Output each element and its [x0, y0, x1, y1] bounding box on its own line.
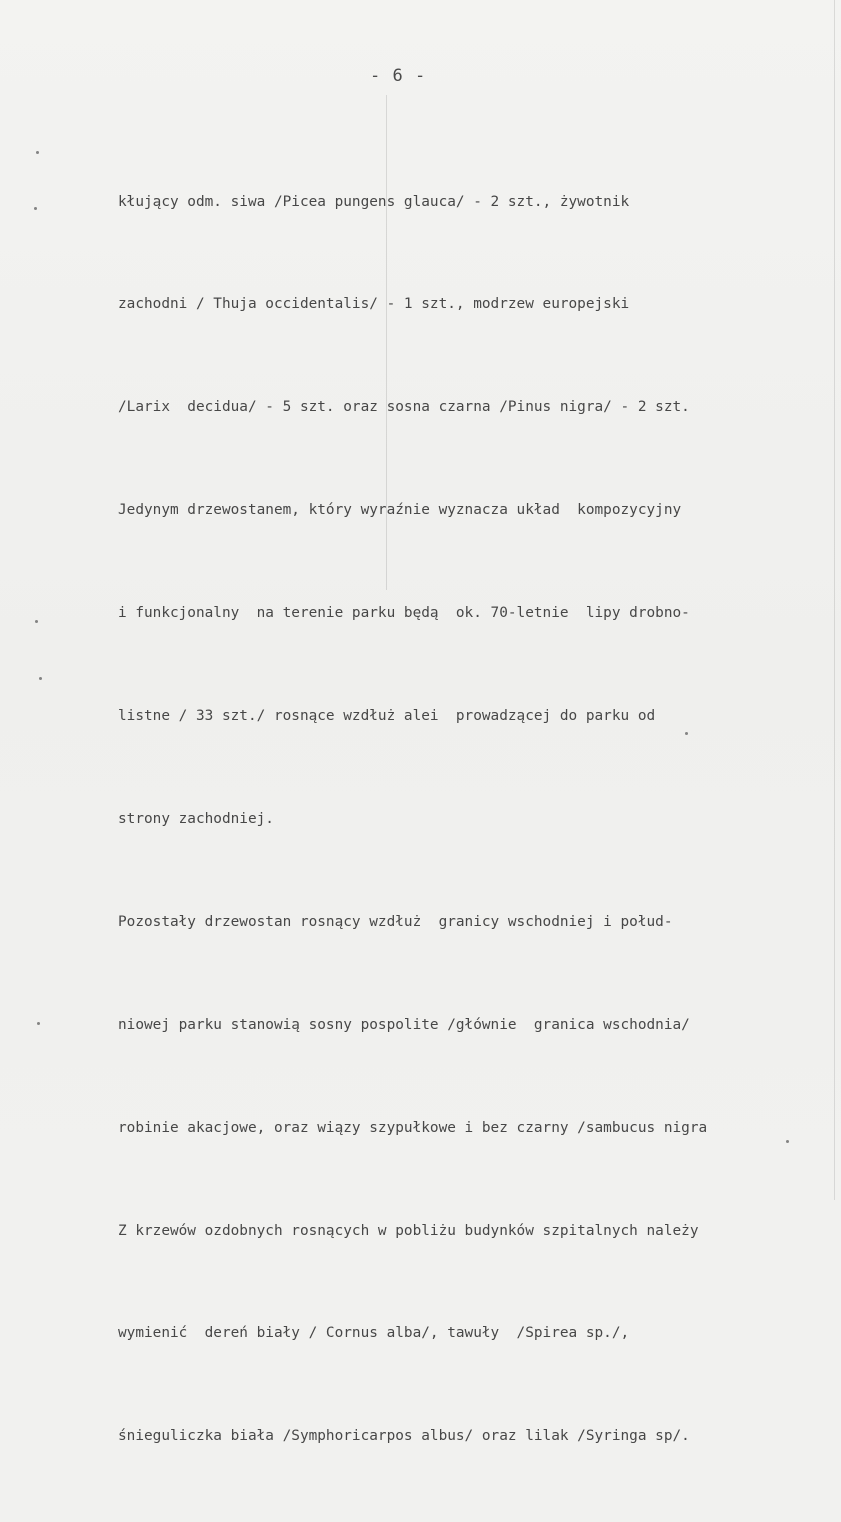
text-line: Z krzewów ozdobnych rosnących w pobliżu budynków szpitalnych należy	[118, 1222, 699, 1239]
text-line: zachodni / Thuja occidentalis/ - 1 szt., modrzew europejski	[118, 296, 630, 313]
text-line: kłujący odm. siwa /Picea pungens glauca/ - 2 szt., żywotnik	[118, 193, 630, 210]
text-line: niowej parku stanowią sosny pospolite /głównie granica wschodnia/	[118, 1016, 690, 1033]
text-line: listne / 33 szt./ rosnące wzdłuż alei prowadzącej do parku od	[118, 708, 656, 725]
page-edge	[834, 0, 835, 1200]
text-line: śnieguliczka biała /Symphoricarpos albus/ oraz lilak /Syringa sp/.	[118, 1428, 690, 1445]
page-number: - 6 -	[370, 66, 427, 86]
text-line: /Larix decidua/ - 5 szt. oraz sosna czarna /Pinus nigra/ - 2 szt.	[118, 399, 690, 416]
scan-speck	[685, 732, 688, 735]
scan-speck	[786, 1140, 789, 1143]
text-line: Pozostały drzewostan rosnący wzdłuż granicy wschodniej i połud-	[118, 913, 673, 930]
scan-speck	[36, 151, 39, 154]
scan-speck	[39, 677, 42, 680]
scan-speck	[35, 620, 38, 623]
body-text	[118, 116, 830, 1522]
scan-speck	[34, 207, 37, 210]
text-line: Jedynym drzewostanem, który wyraźnie wyznacza układ kompozycyjny	[118, 502, 682, 519]
text-line: i funkcjonalny na terenie parku będą ok. 70-letnie lipy drobno-	[118, 605, 690, 622]
scan-speck	[37, 1022, 40, 1025]
text-line: wymienić dereń biały / Cornus alba/, tawuły /Spirea sp./,	[118, 1325, 630, 1342]
text-line: robinie akacjowe, oraz wiązy szypułkowe i bez czarny /sambucus nigra	[118, 1119, 708, 1136]
text-line: strony zachodniej.	[118, 810, 274, 827]
